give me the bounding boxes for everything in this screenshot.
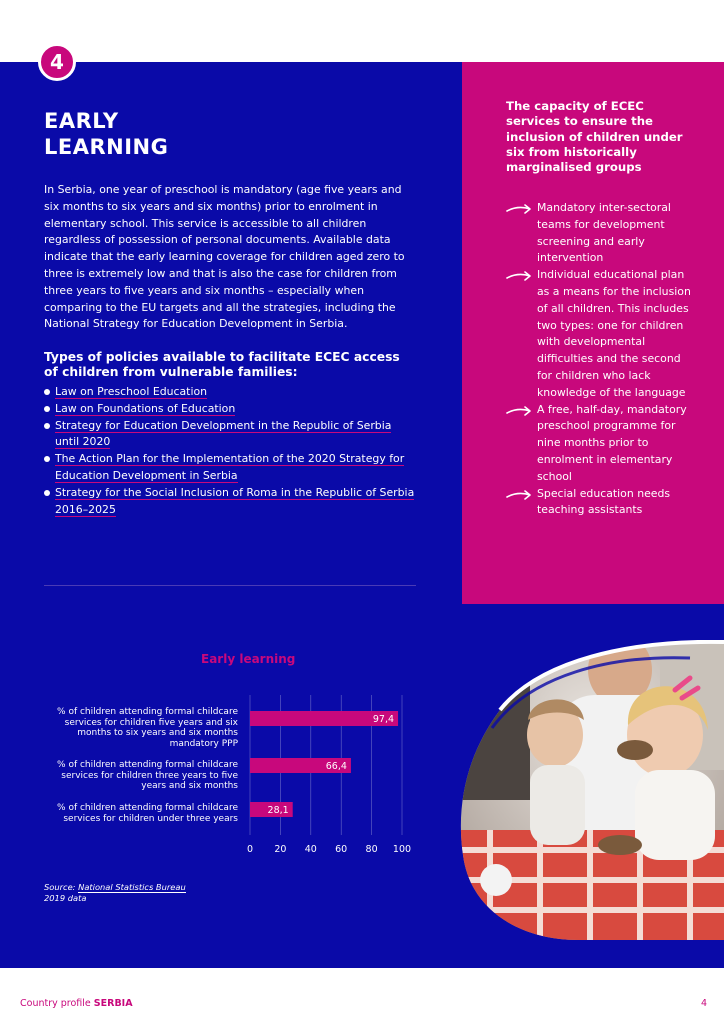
chart-data-label: 66,4 <box>325 761 347 772</box>
chart-category-label: % of children attending formal childcare services for children under three years <box>57 803 238 824</box>
policy-item <box>44 401 416 418</box>
page-title <box>44 108 344 160</box>
intro-paragraph: In Serbia, one year of preschool is mandatory (age five years and six months to six years and six months) prior to enrolment in elementary school. This service is accessible to all children regardless of possession of personal documents. Available data indicate that the early learning coverage for children aged zero to three is extremely low and that is also the case for children from three years to five years and six months – especially when comparing to the EU targets and all the strategies, including the National Strategy for Education Development in Serbia. <box>44 183 405 331</box>
sidebar-item <box>506 200 692 267</box>
chart-tick-label: 20 <box>274 844 287 855</box>
chart-title: Early learning <box>201 652 296 666</box>
policy-link[interactable]: Strategy for Education Development in the Republic of Serbia until 2020 <box>55 418 392 449</box>
sidebar-item-text: A free, half-day, mandatory preschool programme for nine months prior to enrolment in elementary school <box>537 402 687 483</box>
policies-list <box>44 384 416 518</box>
policy-item <box>44 418 416 452</box>
bullet-icon <box>44 423 50 429</box>
sidebar-item <box>506 402 692 486</box>
policy-item <box>44 485 416 519</box>
sidebar-heading: The capacity of ECEC services to ensure the inclusion of children under six from historically marginalised groups <box>506 99 683 175</box>
footer-country-profile <box>20 998 133 1009</box>
source-link[interactable]: National Statistics Bureau <box>78 882 186 892</box>
policy-item <box>44 384 416 401</box>
chart-data-label: 28,1 <box>267 805 289 816</box>
arrow-right-icon <box>506 203 532 215</box>
sidebar-item <box>506 486 692 520</box>
bullet-icon <box>44 406 50 412</box>
policy-item <box>44 451 416 485</box>
footer-page-number: 4 <box>701 998 708 1009</box>
source-prefix: Source: <box>44 882 79 892</box>
policies-heading: Types of policies available to facilitate ECEC access of children from vulnerable families: <box>44 350 400 379</box>
chart-category-label: % of children attending formal childcare services for children five years and six months to six years and six months mandatory PPP <box>57 707 238 749</box>
sidebar-item-text: Individual educational plan as a means for the inclusion of all children. This includes two types: one for children with developmental difficulties and the second for children who lack knowledge of the language <box>537 268 691 399</box>
chart-tick-label: 0 <box>246 844 254 855</box>
chart-data-label: 97,4 <box>372 714 395 725</box>
policy-link[interactable]: The Action Plan for the Implementation of the 2020 Strategy for Education Development in Serbia <box>55 452 405 482</box>
sidebar-item-text: Special education needs teaching assistants <box>537 486 671 517</box>
sidebar-item-text: Mandatory inter-sectoral teams for development screening and early intervention <box>537 201 671 265</box>
sidebar-list <box>506 200 692 519</box>
chart-category-label: % of children attending formal childcare services for children three years to five years and six months <box>57 760 238 792</box>
chart-tick-label: 60 <box>335 844 348 855</box>
footer-country: SERBIA <box>93 998 133 1009</box>
policy-link[interactable]: Law on Preschool Education <box>55 385 208 398</box>
arrow-right-icon <box>506 270 532 282</box>
children-eating-photo <box>460 640 724 940</box>
chart-tick-label: 80 <box>365 844 378 855</box>
sidebar-item <box>506 267 692 401</box>
bullet-icon <box>44 389 50 395</box>
arrow-right-icon <box>506 405 532 417</box>
chart-tick-label: 100 <box>392 844 412 855</box>
arrow-right-icon <box>506 489 532 501</box>
source-year: 2019 data <box>44 893 87 903</box>
page-title-line: EARLY <box>44 109 119 133</box>
policy-link[interactable]: Strategy for the Social Inclusion of Roma in the Republic of Serbia 2016–2025 <box>55 485 415 516</box>
chart-tick-label: 40 <box>304 844 317 855</box>
bar-chart <box>40 690 440 870</box>
page-title-line: LEARNING <box>44 135 169 159</box>
section-divider <box>44 585 416 586</box>
source-note <box>44 882 186 904</box>
bullet-icon <box>44 490 50 496</box>
bullet-icon <box>44 456 50 462</box>
policy-link[interactable]: Law on Foundations of Education <box>55 401 236 415</box>
footer-label: Country profile <box>20 998 94 1009</box>
section-number-badge: 4 <box>38 43 76 81</box>
